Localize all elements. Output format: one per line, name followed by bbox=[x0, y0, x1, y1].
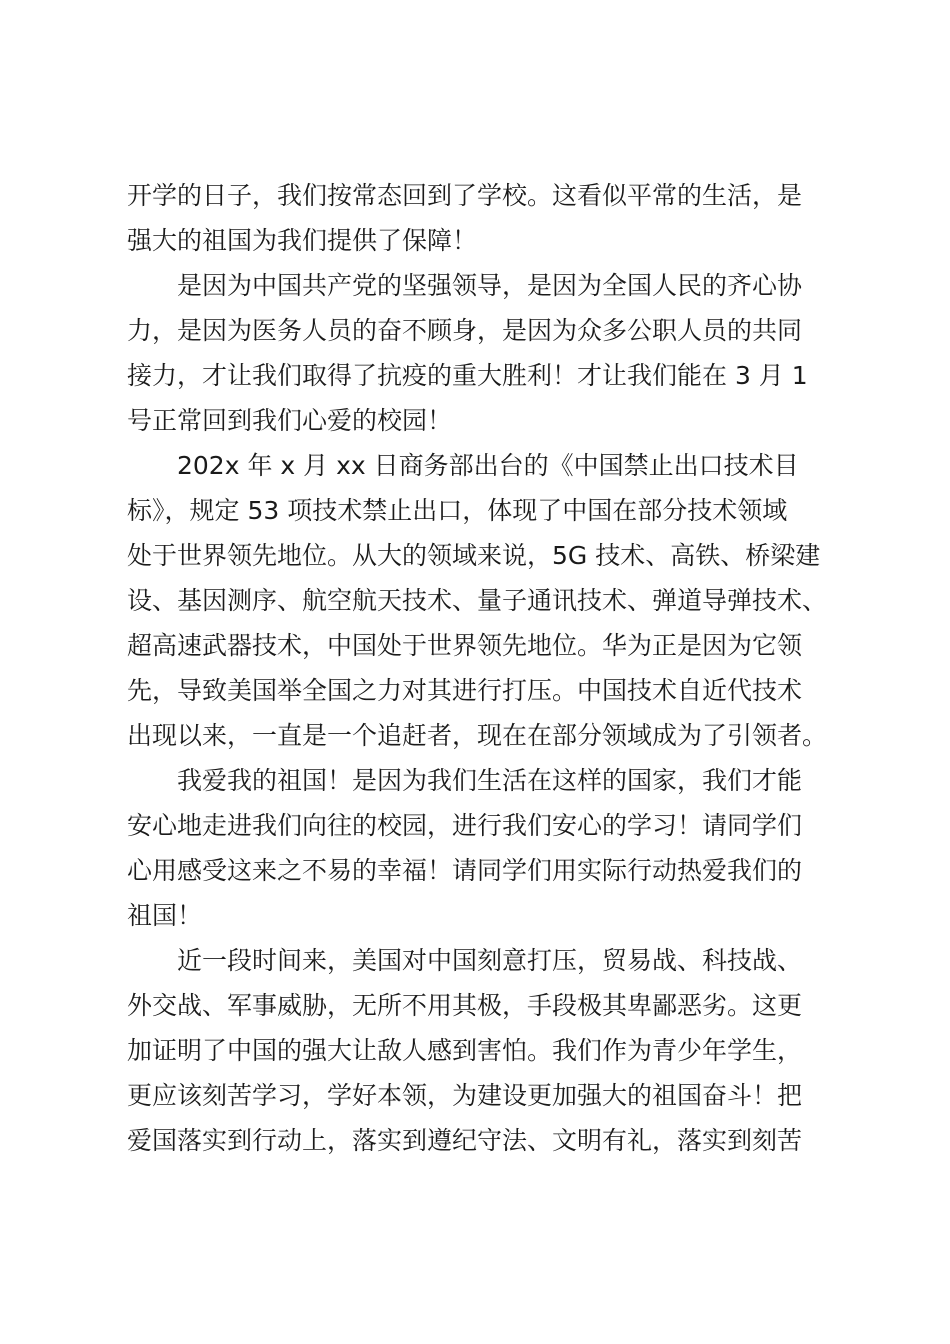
text-line: 外交战、军事威胁，无所不用其极，手段极其卑鄙恶劣。这更 bbox=[127, 991, 803, 1020]
text-line: 设、基因测序、航空航天技术、量子通讯技术、弹道导弹技术、 bbox=[127, 586, 828, 615]
paragraph-start-line: 202x 年 x 月 xx 日商务部出台的《中国禁止出口技术目 bbox=[177, 451, 799, 480]
text-line: 开学的日子，我们按常态回到了学校。这看似平常的生活，是 bbox=[127, 181, 803, 210]
text-line: 处于世界领先地位。从大的领域来说，5G 技术、高铁、桥梁建 bbox=[127, 541, 821, 570]
text-line: 更应该刻苦学习，学好本领，为建设更加强大的祖国奋斗！把 bbox=[127, 1081, 803, 1110]
text-line: 祖国！ bbox=[127, 901, 203, 930]
text-line: 安心地走进我们向往的校园，进行我们安心的学习！请同学们 bbox=[127, 811, 803, 840]
text-line: 加证明了中国的强大让敌人感到害怕。我们作为青少年学生， bbox=[127, 1036, 803, 1065]
body-text bbox=[127, 173, 839, 1163]
text-line: 先，导致美国举全国之力对其进行打压。中国技术自近代技术 bbox=[127, 676, 803, 705]
text-line: 接力，才让我们取得了抗疫的重大胜利！才让我们能在 3 月 1 bbox=[127, 361, 808, 390]
paragraph-start-line: 我爱我的祖国！是因为我们生活在这样的国家，我们才能 bbox=[177, 766, 803, 795]
text-line: 超高速武器技术，中国处于世界领先地位。华为正是因为它领 bbox=[127, 631, 803, 660]
text-line: 标》，规定 53 项技术禁止出口，体现了中国在部分技术领域 bbox=[127, 496, 788, 525]
text-line: 强大的祖国为我们提供了保障！ bbox=[127, 226, 478, 255]
paragraph-start-line: 是因为中国共产党的坚强领导，是因为全国人民的齐心协 bbox=[177, 271, 803, 300]
text-line: 力，是因为医务人员的奋不顾身，是因为众多公职人员的共同 bbox=[127, 316, 803, 345]
text-line: 号正常回到我们心爱的校园！ bbox=[127, 406, 453, 435]
paragraph-start-line: 近一段时间来，美国对中国刻意打压，贸易战、科技战、 bbox=[177, 946, 803, 975]
text-line: 出现以来，一直是一个追赶者，现在在部分领域成为了引领者。 bbox=[127, 721, 828, 750]
text-line: 爱国落实到行动上，落实到遵纪守法、文明有礼，落实到刻苦 bbox=[127, 1126, 803, 1155]
text-line: 心用感受这来之不易的幸福！请同学们用实际行动热爱我们的 bbox=[127, 856, 803, 885]
